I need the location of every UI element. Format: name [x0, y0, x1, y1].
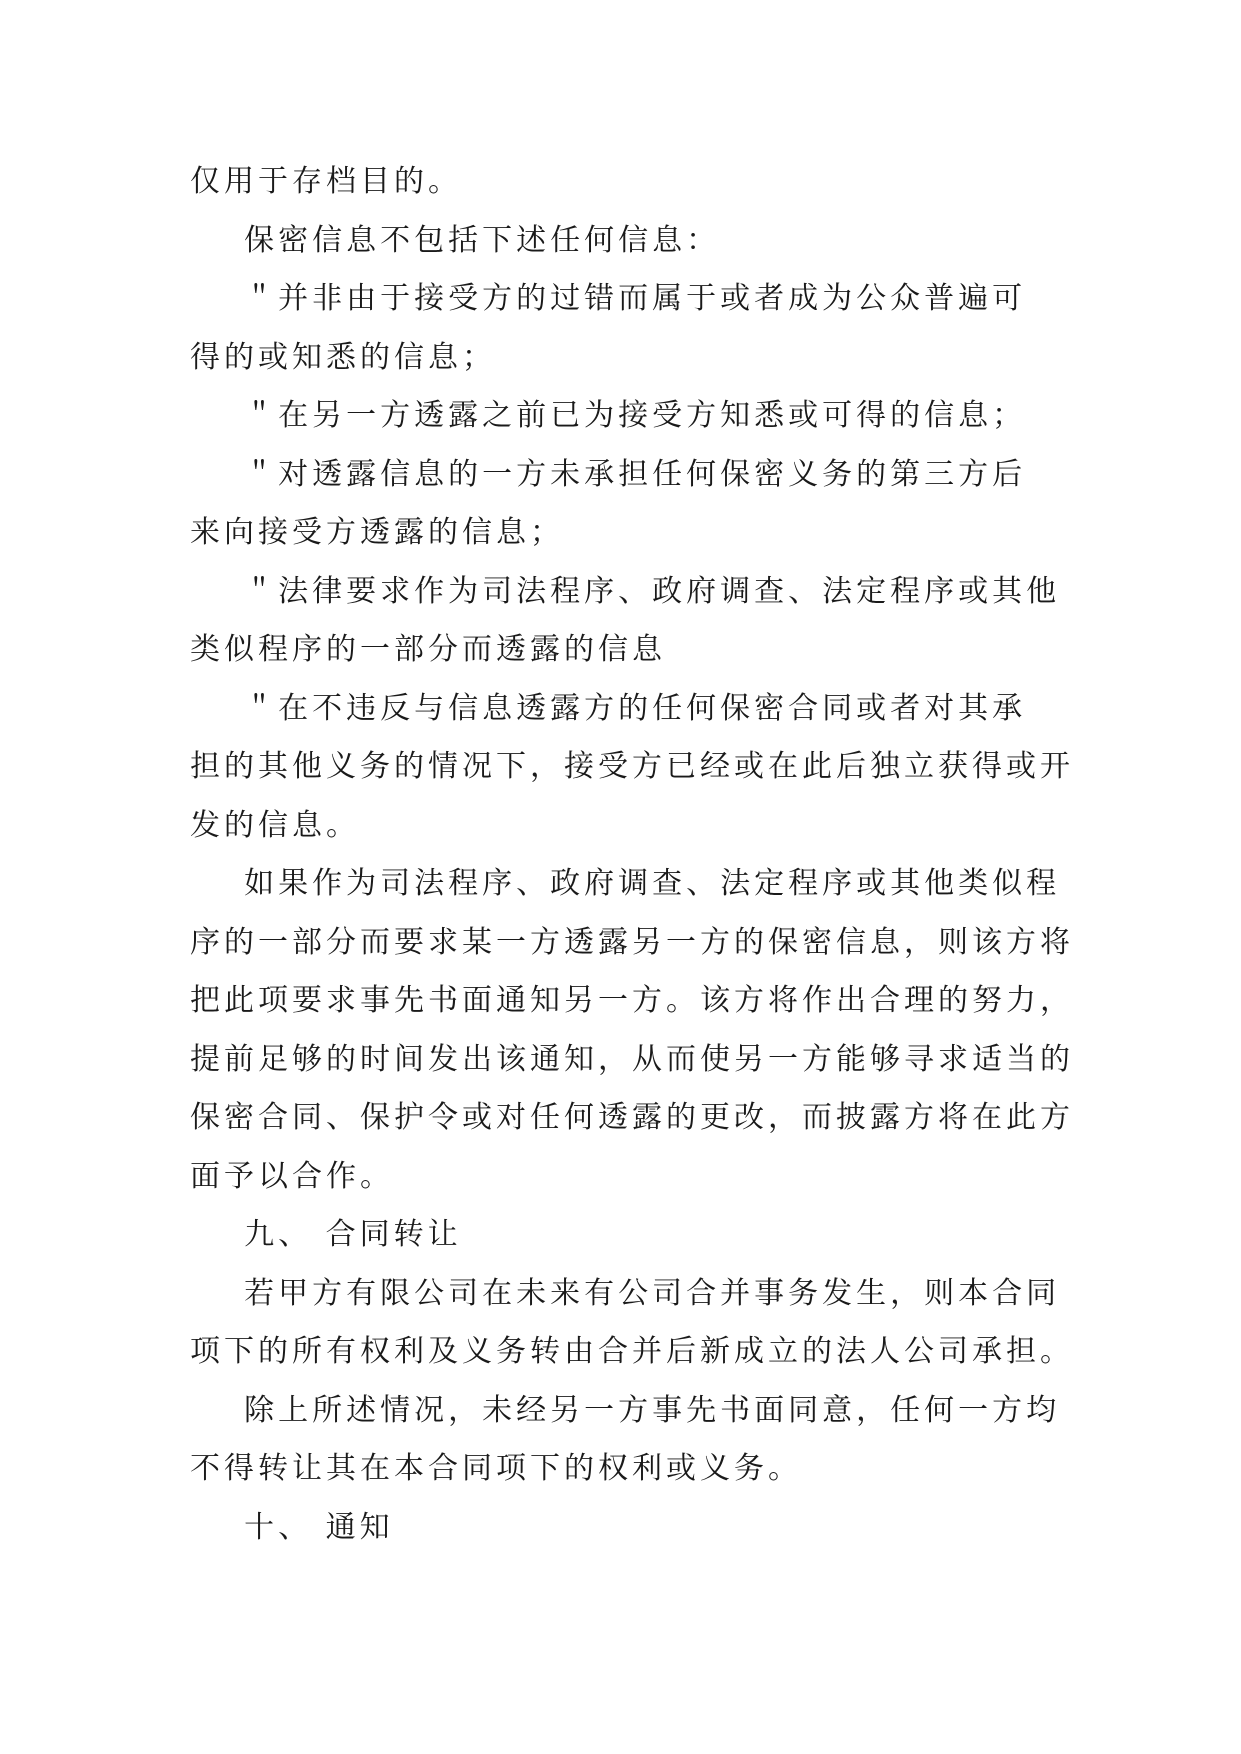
text-line: ＂法律要求作为司法程序、政府调查、法定程序或其他: [190, 573, 1061, 609]
text-line: 发的信息。: [190, 807, 360, 843]
text-line: 面予以合作。: [190, 1158, 394, 1194]
text-line: 保密合同、保护令或对任何透露的更改，而披露方将在此方: [190, 1100, 1074, 1135]
text-line: 仅用于存档目的。: [190, 164, 462, 199]
text-line: 类似程序的一部分而透露的信息: [190, 632, 666, 667]
text-line: 得的或知悉的信息；: [190, 339, 496, 375]
document-body: [190, 153, 1074, 1557]
text-line: 序的一部分而要求某一方透露另一方的保密信息，则该方将: [190, 924, 1074, 960]
text-line: 若甲方有限公司在未来有公司合并事务发生，则本合同: [190, 1275, 1061, 1311]
text-line: 保密信息不包括下述任何信息：: [190, 222, 721, 258]
text-line: 提前足够的时间发出该通知，从而使另一方能够寻求适当的: [190, 1041, 1074, 1077]
text-line: 除上所述情况，未经另一方事先书面同意，任何一方均: [190, 1392, 1061, 1428]
text-line: 项下的所有权利及义务转由合并后新成立的法人公司承担。: [190, 1334, 1074, 1369]
text-line: ＂对透露信息的一方未承担任何保密义务的第三方后: [190, 456, 1027, 492]
text-line: 不得转让其在本合同项下的权利或义务。: [190, 1451, 802, 1486]
section-heading: 九、 合同转让: [190, 1217, 462, 1252]
section-heading: 十、 通知: [190, 1509, 394, 1545]
text-line: 担的其他义务的情况下，接受方已经或在此后独立获得或开: [190, 749, 1074, 784]
text-line: ＂在另一方透露之前已为接受方知悉或可得的信息；: [190, 398, 1027, 433]
text-line: 来向接受方透露的信息；: [190, 515, 564, 550]
text-line: ＂在不违反与信息透露方的任何保密合同或者对其承: [190, 690, 1027, 726]
text-line: 如果作为司法程序、政府调查、法定程序或其他类似程: [190, 866, 1061, 901]
text-line: ＂并非由于接受方的过错而属于或者成为公众普遍可: [190, 281, 1027, 316]
text-line: 把此项要求事先书面通知另一方。该方将作出合理的努力，: [190, 983, 1074, 1018]
